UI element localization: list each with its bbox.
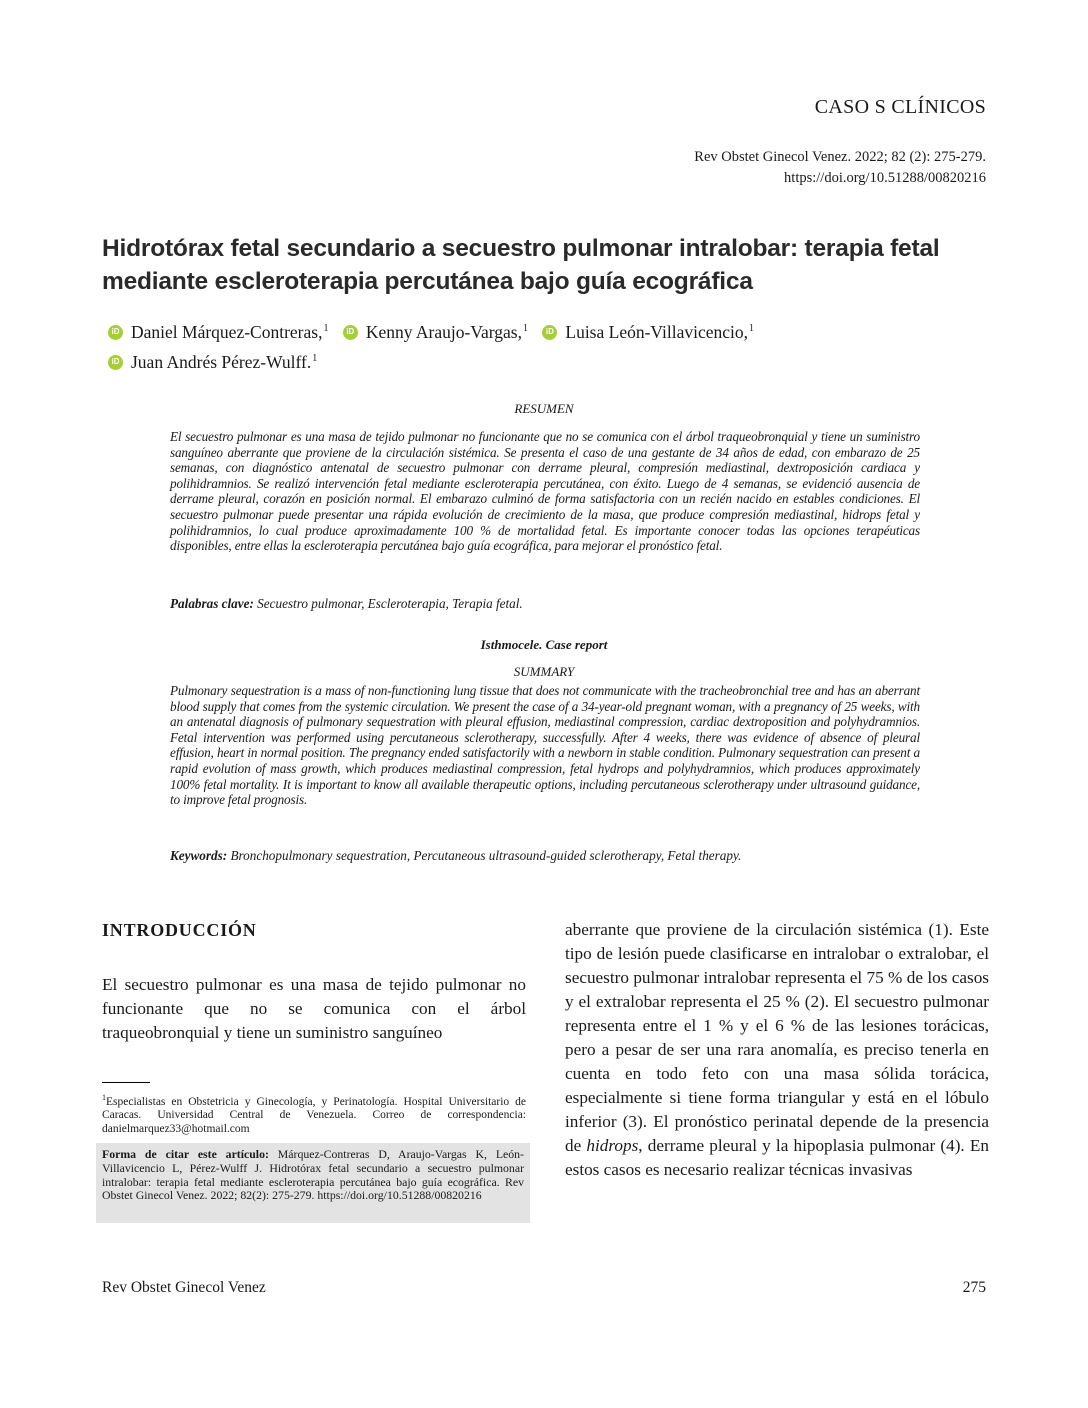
orcid-icon[interactable]: iD: [343, 325, 358, 340]
footer-journal: Rev Obstet Ginecol Venez: [102, 1279, 266, 1296]
citation-line: Rev Obstet Ginecol Venez. 2022; 82 (2): 275-279.: [694, 149, 986, 165]
how-to-cite-box: [96, 1143, 530, 1223]
keywords-label: Keywords:: [170, 848, 228, 863]
author-affiliation-marker: 1: [523, 323, 528, 334]
orcid-icon[interactable]: iD: [108, 355, 123, 370]
author-name: Daniel Márquez-Contreras,: [131, 322, 323, 342]
intro-paragraph-left: El secuestro pulmonar es una masa de tejido pulmonar no funcionante que no se comunica con el árbol traqueobronquial y tiene un suministro sanguíneo: [102, 975, 526, 1042]
orcid-icon[interactable]: iD: [542, 325, 557, 340]
article-title: Hidrotórax fetal secundario a secuestro pulmonar intralobar: terapia fetal mediante escleroterapia percutánea bajo guía ecográfica: [102, 235, 940, 295]
author-name: Luisa León-Villavicencio,: [565, 322, 749, 342]
author-list: [108, 315, 968, 375]
author-affiliation-marker: 1: [749, 323, 755, 334]
resumen-text: El secuestro pulmonar es una masa de tejido pulmonar no funcionante que no se comunica con el árbol traqueobronquial y tiene un suministro sanguíneo aberrante que proviene de la circulación sistémica. Se presenta el caso de una gestante de 34 años de edad, con embarazo de 25 semanas, con diagnóstico antenatal de secuestro pulmonar con derrame pleural, compresión mediastinal, dextroposición cardiaca y polihidramnios. Se realizó intervención fetal mediante escleroterapia percutánea, con éxito. Luego de 4 semanas, se evidenció ausencia de derrame pleural, corazón en posición normal. El embarazo culminó de forma satisfactoria con un recién nacido en estables condiciones. El secuestro pulmonar puede presentar una rápida evolución de crecimiento de la masa, que produce compresión mediastinal, hidrops fetal y polihidramnios, lo cual produce aproximadamente 100 % de mortalidad fetal. Es importante conocer todas las opciones terapéuticas disponibles, entre ellas la escleroterapia percutánea bajo guía ecográfica, para mejorar el pronóstico fetal.: [170, 429, 920, 554]
section-label: CASO S CLÍNICOS: [814, 96, 986, 118]
cite-text: Márquez-Contreras D, Araujo-Vargas K, León-Villavicencio L, Pérez-Wulff J. Hidrotórax fetal secundario a secuestro pulmonar intralobar: terapia fetal mediante escleroterapia percutánea bajo guía ecográfica. Rev Obstet Ginecol Venez. 2022; 82(2): 275-279. https://doi.org/10.51288/00820216: [102, 1147, 524, 1203]
orcid-icon[interactable]: iD: [108, 325, 123, 340]
affiliation-text: Especialistas en Obstetricia y Ginecología, y Perinatología. Hospital Universitario de Caracas. Universidad Central de Venezuela. Correo de correspondencia: danielmarquez33@hotmail.com: [102, 1095, 526, 1135]
intro-paragraph-right: [565, 918, 989, 1182]
author[interactable]: [108, 319, 328, 345]
cite-label: Forma de citar este artículo:: [102, 1147, 269, 1161]
english-title: Isthmocele. Case report: [480, 637, 608, 652]
author[interactable]: [542, 319, 754, 345]
paragraph-text: aberrante que proviene de la circulación sistémica (1). Este tipo de lesión puede clasificarse en intralobar o extralobar, el secuestro pulmonar intralobar representa el 75 % de los casos y el extralobar representa el 25 % (2). El secuestro pulmonar representa entre el 1 % y el 6 % de las lesiones torácicas, pero a pesar de ser una rara anomalía, es preciso tenerla en cuenta en todo feto con una masa sólida torácica, especialmente si tiene forma triangular y está en el lóbulo inferior (3). El pronóstico perinatal depende de la presencia de: [565, 920, 989, 1155]
keywords-label: Palabras clave:: [170, 596, 254, 611]
author[interactable]: [343, 319, 528, 345]
keywords-text: Bronchopulmonary sequestration, Percutaneous ultrasound-guided sclerotherapy, Fetal therapy.: [227, 848, 742, 863]
summary-text: Pulmonary sequestration is a mass of non-functioning lung tissue that does not communicate with the tracheobronchial tree and has an aberrant blood supply that comes from the systemic circulation. We present the case of a 34-year-old pregnant woman, with a pregnancy of 25 weeks, with an antenatal diagnosis of pulmonary sequestration with pleural effusion, mediastinal compression, cardiac dextroposition and polyhydramnios. Fetal intervention was performed using percutaneous sclerotherapy, successfully. After 4 weeks, there was evidence of absence of pleural effusion, heart in normal position. The pregnancy ended satisfactorily with a newborn in stable condition. Pulmonary sequestration can present a rapid evolution of mass growth, which produces mediastinal compression, fetal hydrops and polyhydramnios, which produces approximately 100% fetal mortality. It is important to know all available therapeutic options, including percutaneous sclerotherapy under ultrasound guidance, to improve fetal prognosis.: [170, 683, 920, 808]
author-name: Kenny Araujo-Vargas,: [365, 322, 522, 342]
italic-term: hidrops: [586, 1136, 639, 1155]
doi-link[interactable]: https://doi.org/10.51288/00820216: [784, 170, 986, 186]
keywords-text: Secuestro pulmonar, Escleroterapia, Terapia fetal.: [253, 596, 523, 611]
author-name: Juan Andrés Pérez-Wulff.: [131, 352, 312, 372]
footnote-marker: 1: [102, 1093, 106, 1102]
resumen-heading: RESUMEN: [514, 401, 574, 416]
page-number: 275: [962, 1279, 986, 1296]
summary-keywords: [170, 848, 920, 864]
paragraph-text: , derrame pleural y la hipoplasia pulmonar (4). En estos casos es necesario realizar técnicas invasivas: [565, 1136, 989, 1179]
journal-citation: [694, 147, 986, 189]
resumen-keywords: [170, 596, 920, 612]
author[interactable]: [108, 349, 317, 375]
author-affiliation-marker: 1: [323, 323, 329, 334]
author-affiliation-marker: 1: [312, 353, 318, 364]
footnote-divider: [102, 1082, 150, 1083]
affiliation-footnote: [102, 1091, 526, 1136]
intro-heading: INTRODUCCIÓN: [102, 920, 257, 940]
summary-heading: SUMMARY: [513, 664, 575, 679]
